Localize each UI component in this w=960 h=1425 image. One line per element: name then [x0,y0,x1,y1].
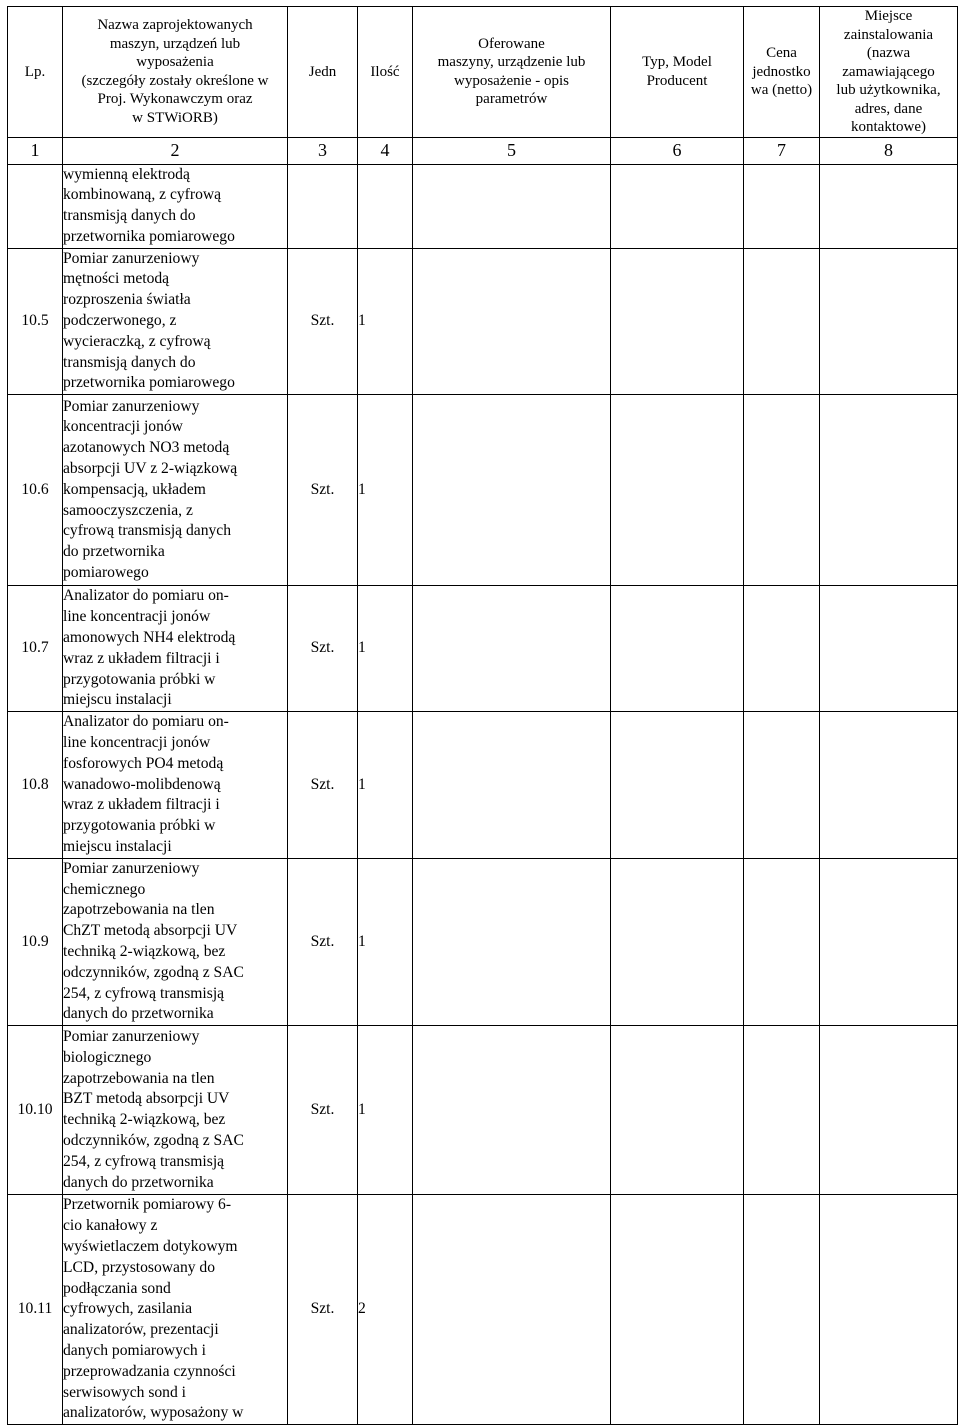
row-lp: 10.7 [8,586,63,712]
row-quantity: 1 [358,858,413,1025]
column-number-row [8,137,958,164]
row-price-cell[interactable] [744,164,820,248]
row-lp: 10.9 [8,858,63,1025]
header-price: Cena jednostko wa (netto) [744,7,820,138]
row-unit: Szt. [288,586,358,712]
row-description: Pomiar zanurzeniowy chemicznego zapotrzebowania na tlen ChZT metodą absorpcji UV techniką 2-wiązkową, bez odczynników, zgodną z SAC 254, z cyfrową transmisją danych do przetwornika [63,858,288,1025]
row-type-cell[interactable] [611,712,744,859]
row-type-cell[interactable] [611,164,744,248]
column-number: 3 [288,137,358,164]
row-unit: Szt. [288,858,358,1025]
row-quantity: 1 [358,586,413,712]
row-price-cell[interactable] [744,1026,820,1195]
row-price-cell[interactable] [744,858,820,1025]
header-place: Miejsce zainstalowania (nazwa zamawiającego lub użytkownika, adres, dane kontaktowe) [820,7,958,138]
equipment-spec-table [7,6,958,1425]
header-unit: Jedn [288,7,358,138]
row-lp: 10.5 [8,248,63,395]
row-quantity: 1 [358,1026,413,1195]
row-description: Pomiar zanurzeniowy koncentracji jonów azotanowych NO3 metodą absorpcji UV z 2-wiązkową kompensacją, układem samooczyszczenia, z cyfrową transmisją danych do przetwornika pomiarowego [63,395,288,586]
row-price-cell[interactable] [744,586,820,712]
row-place-cell[interactable] [820,1195,958,1425]
row-description: Pomiar zanurzeniowy mętności metodą rozproszenia światła podczerwonego, z wycieraczką, z cyfrową transmisją danych do przetwornika pomiarowego [63,248,288,395]
row-offered-cell[interactable] [413,248,611,395]
table-row [8,586,958,712]
row-place-cell[interactable] [820,164,958,248]
row-price-cell[interactable] [744,248,820,395]
row-type-cell[interactable] [611,1026,744,1195]
row-type-cell[interactable] [611,858,744,1025]
row-type-cell[interactable] [611,395,744,586]
row-offered-cell[interactable] [413,586,611,712]
table-row [8,164,958,248]
row-offered-cell[interactable] [413,858,611,1025]
header-lp: Lp. [8,7,63,138]
column-number: 6 [611,137,744,164]
row-offered-cell[interactable] [413,1026,611,1195]
header-type: Typ, Model Producent [611,7,744,138]
header-name: Nazwa zaprojektowanych maszyn, urządzeń lub wyposażenia (szczegóły zostały określone w Proj. Wykonawczym oraz w STWiORB) [63,7,288,138]
row-quantity: 1 [358,395,413,586]
row-description: Analizator do pomiaru on- line koncentracji jonów fosforowych PO4 metodą wanadowo-molibdenową wraz z układem filtracji i przygotowania próbki w miejscu instalacji [63,712,288,859]
row-lp [8,164,63,248]
row-offered-cell[interactable] [413,395,611,586]
row-quantity [358,164,413,248]
table-row [8,712,958,859]
row-offered-cell[interactable] [413,712,611,859]
row-place-cell[interactable] [820,1026,958,1195]
row-place-cell[interactable] [820,712,958,859]
row-place-cell[interactable] [820,858,958,1025]
row-type-cell[interactable] [611,1195,744,1425]
column-number: 5 [413,137,611,164]
row-unit: Szt. [288,248,358,395]
row-unit: Szt. [288,1026,358,1195]
row-lp: 10.6 [8,395,63,586]
column-number: 7 [744,137,820,164]
row-quantity: 1 [358,712,413,859]
row-unit: Szt. [288,712,358,859]
table-row [8,1195,958,1425]
row-place-cell[interactable] [820,248,958,395]
row-type-cell[interactable] [611,248,744,395]
row-offered-cell[interactable] [413,164,611,248]
row-place-cell[interactable] [820,395,958,586]
row-price-cell[interactable] [744,1195,820,1425]
row-unit [288,164,358,248]
row-unit: Szt. [288,1195,358,1425]
row-lp: 10.8 [8,712,63,859]
row-quantity: 2 [358,1195,413,1425]
header-offered: Oferowane maszyny, urządzenie lub wyposażenie - opis parametrów [413,7,611,138]
column-number: 2 [63,137,288,164]
table-row [8,395,958,586]
header-row [8,7,958,138]
row-description: Analizator do pomiaru on- line koncentracji jonów amonowych NH4 elektrodą wraz z układem filtracji i przygotowania próbki w miejscu instalacji [63,586,288,712]
column-number: 8 [820,137,958,164]
row-place-cell[interactable] [820,586,958,712]
row-offered-cell[interactable] [413,1195,611,1425]
row-quantity: 1 [358,248,413,395]
row-description: Przetwornik pomiarowy 6- cio kanałowy z wyświetlaczem dotykowym LCD, przystosowany do podłączania sond cyfrowych, zasilania analizatorów, prezentacji danych pomiarowych i przeprowadzania czynności serwisowych sond i analizatorów, wyposażony w [63,1195,288,1425]
row-price-cell[interactable] [744,712,820,859]
row-type-cell[interactable] [611,586,744,712]
table-row [8,1026,958,1195]
row-description: wymienną elektrodą kombinowaną, z cyfrową transmisją danych do przetwornika pomiarowego [63,164,288,248]
column-number: 4 [358,137,413,164]
table-row [8,248,958,395]
row-lp: 10.10 [8,1026,63,1195]
header-qty: Ilość [358,7,413,138]
row-lp: 10.11 [8,1195,63,1425]
row-unit: Szt. [288,395,358,586]
row-price-cell[interactable] [744,395,820,586]
table-row [8,858,958,1025]
row-description: Pomiar zanurzeniowy biologicznego zapotrzebowania na tlen BZT metodą absorpcji UV techniką 2-wiązkową, bez odczynników, zgodną z SAC 254, z cyfrową transmisją danych do przetwornika [63,1026,288,1195]
column-number: 1 [8,137,63,164]
